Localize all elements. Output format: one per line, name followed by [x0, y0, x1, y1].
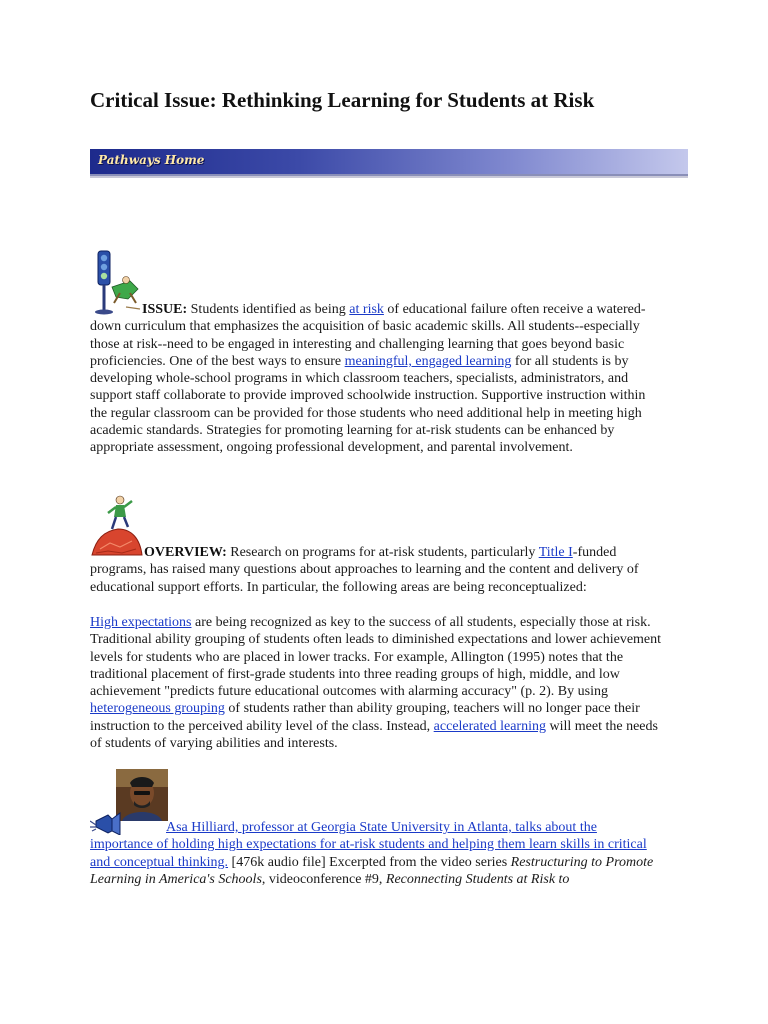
overview-text: Research on programs for at-risk students, particularly [226, 545, 539, 560]
overview-paragraph [90, 544, 662, 596]
issue-paragraph [90, 301, 662, 457]
pathways-nav-bar [90, 149, 688, 176]
expectations-paragraph [90, 614, 662, 752]
page-title: Critical Issue: Rethinking Learning for Students at Risk [90, 88, 595, 112]
expectations-text: of students rather than ability grouping, teachers will no longer pace their instruction to the perceived ability level of the class. Instead, [90, 701, 640, 734]
expectations-text: will meet the needs of students of varying abilities and interests. [90, 718, 658, 752]
pathways-home-link[interactable]: Pathways Home [98, 153, 205, 167]
series-title: Restructuring to Promote Learning in America's Schools [90, 854, 654, 887]
overview-text: -funded programs, has raised many questions about approaches to learning and the content and delivery of educational support efforts. In particular, the following areas are being reconceptualized: [90, 545, 639, 595]
meaningful-engaged-learning-link[interactable]: meaningful, engaged learning [344, 353, 512, 369]
issue-text: Students identified as being [187, 302, 350, 317]
expectations-text: are being recognized as key to the success of all students, especially those at risk. Traditional ability grouping of students often leads to diminished expectations and lower achievement levels for students who are placed in lower tracks. For example, Allington (1995) notes that the traditional placement of first-grade students into three reading groups of high, middle, and low achievement "predicts future educational outcomes with alarming accuracy" (p. 2). By using [90, 615, 662, 700]
issue-text: for all students is by developing whole-school programs in which classroom teachers, specialists, administrators, and support staff collaborate to provide improved schoolwide instruction. Supportive instruction within the regular classroom can be provided for those students who need additional help in meeting high academic standards. Strategies for promoting learning for at-risk students can be enhanced by appropriate assessment, ongoing professional development, and parental involvement. [90, 353, 646, 456]
at-risk-link[interactable]: at risk [349, 302, 384, 317]
conference-title: Reconnecting Students at Risk to [385, 871, 570, 887]
overview-label: OVERVIEW: [144, 545, 227, 560]
title-i-link[interactable]: Title I [538, 545, 573, 560]
audio-paragraph [90, 819, 662, 888]
audio-text: [476k audio file] Excerpted from the video series [228, 854, 511, 870]
accelerated-learning-link[interactable]: accelerated learning [433, 718, 546, 734]
audio-text: , videoconference #9, [261, 871, 386, 887]
issue-text: of educational failure often receive a watered-down curriculum that emphasizes the acquisition of basic academic skills. All students--especially those at risk--need to be engaged in interesting and challenging learning that goes beyond basic proficiencies. One of the best ways to ensure [90, 302, 646, 369]
heterogeneous-grouping-link[interactable]: heterogeneous grouping [90, 701, 225, 717]
hilliard-audio-link[interactable]: Asa Hilliard, professor at Georgia State University in Atlanta, talks about the importance of holding high expectations for at-risk students and helping them learn skills in critical and conceptual thinking. [90, 820, 647, 870]
high-expectations-link[interactable]: High expectations [90, 615, 192, 630]
issue-label: ISSUE: [142, 302, 188, 317]
